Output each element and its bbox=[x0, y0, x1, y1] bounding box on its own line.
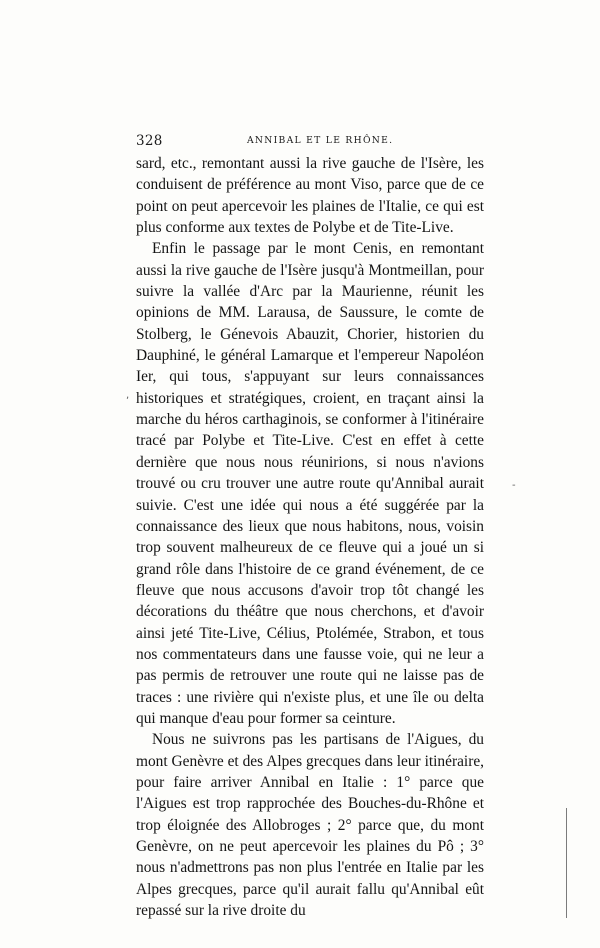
margin-speck: - bbox=[512, 480, 516, 491]
paragraph-partisans: Nous ne suivrons pas les partisans de l'Aigues, du mont Genèvre et des Alpes grecques dans leur itinéraire, pour faire arriver Annibal en Italie : 1° parce que l'Aigues est trop rapprochée des Bouches-du-Rhône et trop éloignée des Allobroges ; 2° parce que, du mont Genèvre, on ne peut apercevoir les plaines du Pô ; 3° nous n'admettrons pas non plus l'entrée en Italie par les Alpes grecques, parce qu'il aurait fallu qu'Annibal eût repassé sur la rive droite du bbox=[136, 731, 484, 920]
page-header bbox=[136, 133, 482, 149]
margin-speck: , bbox=[126, 390, 130, 401]
paragraph-mont-cenis: Enfin le passage par le mont Cenis, en remontant aussi la rive gauche de l'Isère jusqu'à Montmeillan, pour suivre la vallée d'Arc par la Maurienne, réunit les opinions de MM. Larausa, de Saussure, le comte de Stolberg, le Génevois Abauzit, Chorier, historien du Dauphiné, le général Lamarque et l'empereur Napoléon Ier, qui tous, s'appuyant sur leurs connaissances historiques et stratégiques, croient, en traçant ainsi la marche du héros carthaginois, se conformer à l'itinéraire tracé par Polybe et Tite-Live. C'est en effet à cette dernière que nous nous réunirions, si nous n'avions trouvé ou cru trouver une autre route qu'Annibal aurait suivie. C'est une idée qui nous a été suggérée par la connaissance des lieux que nous habitons, nous, voisin trop souvent malheureux de ce fleuve qui a joué un si grand rôle dans l'histoire de ce grand événement, de ce fleuve que nous accusons d'avoir trop tôt changé les décorations du théâtre que nous cherchons, et d'avoir ainsi jeté Tite-Live, Célius, Ptolémée, Strabon, et tous nos commentateurs dans une fausse voie, qui ne leur a pas permis de retrouver une route qui ne laisse pas de traces : une rivière qui n'existe plus, et une île ou delta qui manque d'eau pour former sa ceinture. bbox=[136, 240, 484, 727]
running-title: ANNIBAL ET LE RHÔNE. bbox=[247, 135, 394, 146]
body-text bbox=[136, 153, 484, 921]
paragraph-continuation: sard, etc., remontant aussi la rive gauche de l'Isère, les conduisent de préférence au mont Viso, parce que de ce point on peut apercevoir les plaines de l'Italie, ce qui est plus conforme aux textes de Polybe et de Tite-Live. bbox=[136, 155, 484, 237]
page-number: 328 bbox=[136, 133, 163, 149]
scan-edge-line bbox=[566, 808, 567, 918]
